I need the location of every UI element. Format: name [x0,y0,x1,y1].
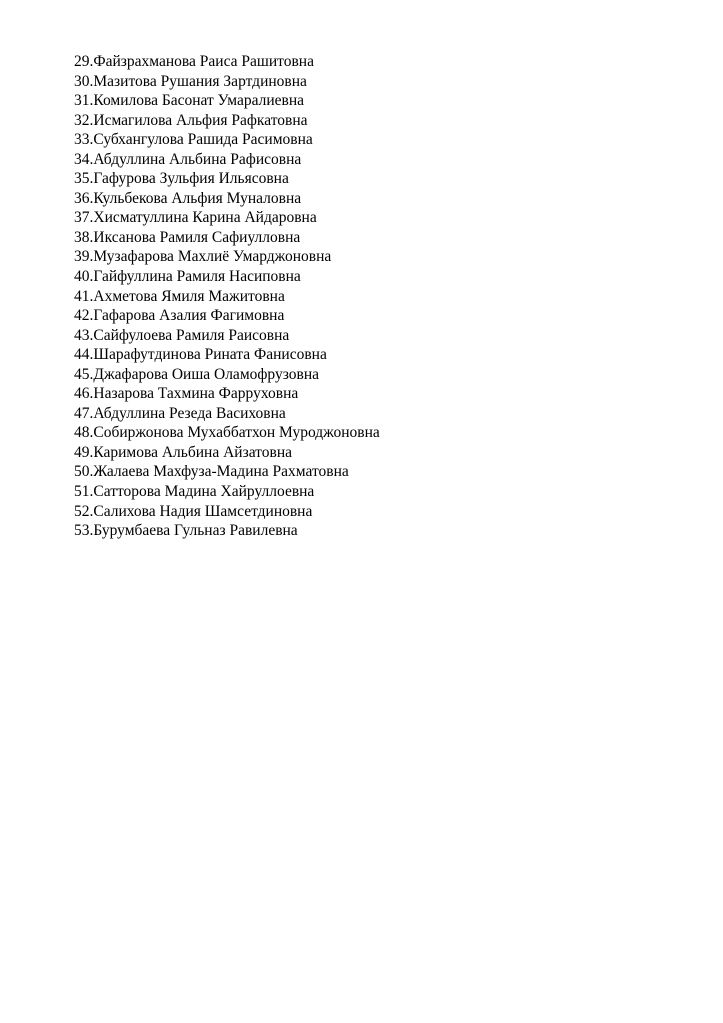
list-item: 42.Гафарова Азалия Фагимовна [74,307,285,325]
list-item: 50.Жалаева Махфуза-Мадина Рахматовна [74,463,349,481]
list-item: 43.Сайфулоева Рамиля Раисовна [74,326,290,344]
list-item: 31.Комилова Басонат Умаралиевна [74,92,305,110]
list-item: 45.Джафарова Оиша Оламофрузовна [74,365,319,383]
list-item: 35.Гафурова Зульфия Ильясовна [74,170,289,188]
list-item: 48.Собиржонова Мухаббатхон Муроджоновна [74,424,380,442]
list-item: 44.Шарафутдинова Рината Фанисовна [74,346,327,364]
list-item: 32.Исмагилова Альфия Рафкатовна [74,111,308,129]
list-item: 36.Кульбекова Альфия Муналовна [74,189,302,207]
list-item: 46.Назарова Тахмина Фарруховна [74,385,299,403]
list-item: 49.Каримова Альбина Айзатовна [74,443,292,461]
name-list [74,52,380,541]
list-item: 38.Иксанова Рамиля Сафиулловна [74,228,301,246]
list-item: 52.Салихова Надия Шамсетдиновна [74,502,313,520]
list-item: 39.Музафарова Махлиё Умарджоновна [74,248,332,266]
list-item: 47.Абдуллина Резеда Васиховна [74,404,286,422]
list-item: 34.Абдуллина Альбина Рафисовна [74,150,302,168]
list-item: 41.Ахметова Ямиля Мажитовна [74,287,285,305]
list-item: 40.Гайфуллина Рамиля Насиповна [74,268,301,286]
list-item: 33.Субхангулова Рашида Расимовна [74,131,313,149]
list-item: 51.Сатторова Мадина Хайруллоевна [74,483,315,501]
list-item: 30.Мазитова Рушания Зартдиновна [74,72,307,90]
list-item: 29.Файзрахманова Раиса Рашитовна [74,53,314,70]
list-item: 37.Хисматуллина Карина Айдаровна [74,209,317,227]
list-item: 53.Бурумбаева Гульназ Равилевна [74,522,298,540]
